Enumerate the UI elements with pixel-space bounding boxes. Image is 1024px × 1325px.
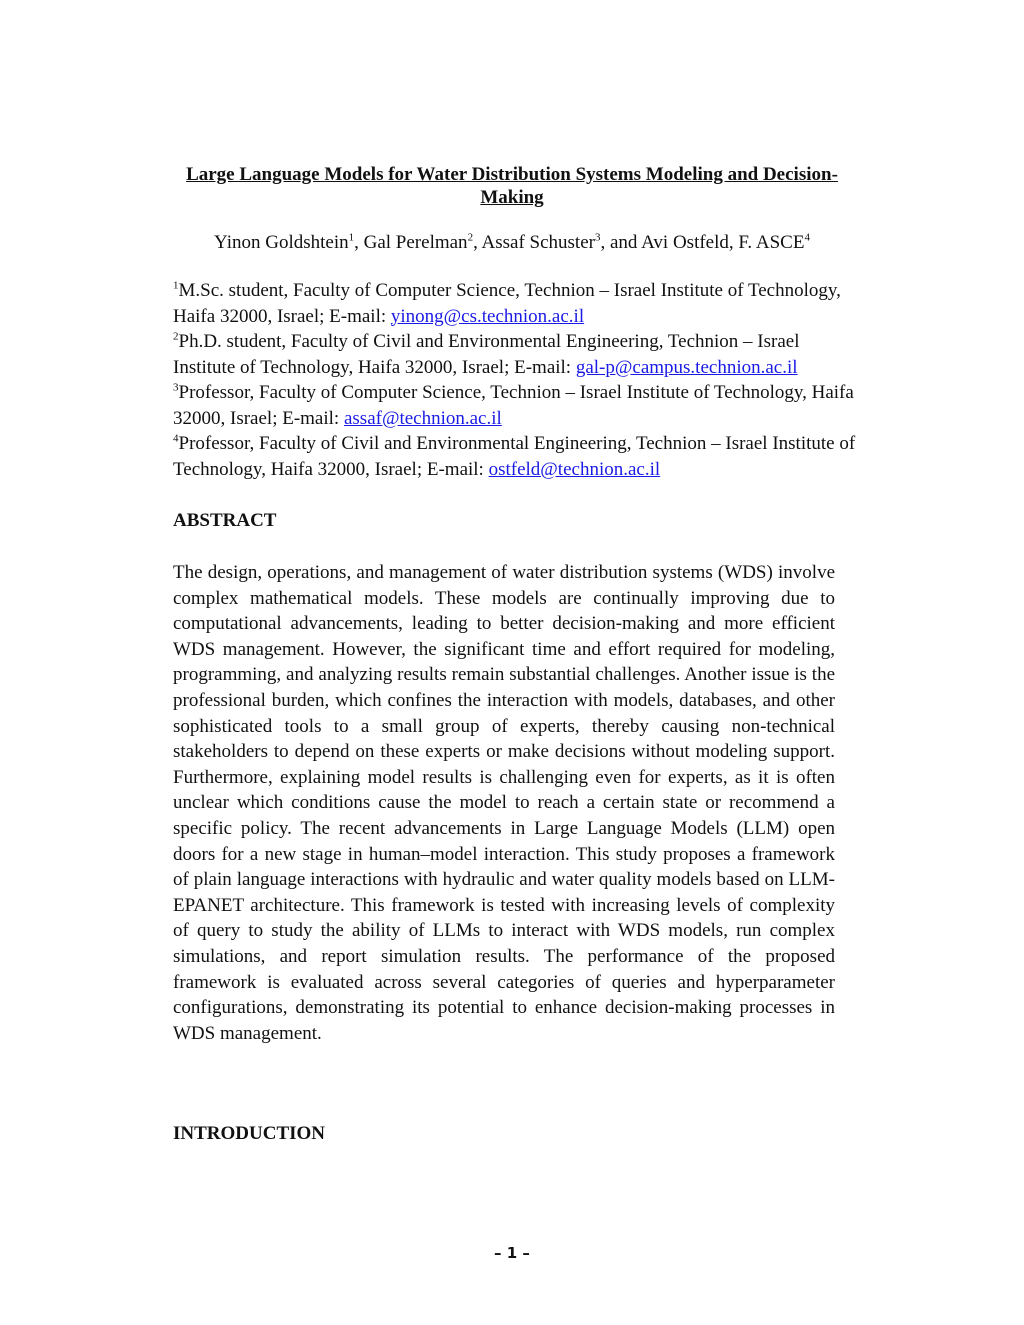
affiliations <box>173 278 863 482</box>
affiliation-mark: 4 <box>173 432 179 445</box>
author-1 <box>214 232 364 253</box>
affiliation-text: Ph.D. student, Faculty of Civil and Environmental Engineering, Technion – Israel Institute of Technology, Haifa 32000, Israel; E-mail: <box>173 331 800 378</box>
affiliation-3 <box>173 380 863 431</box>
affiliation-text: M.Sc. student, Faculty of Computer Science, Technion – Israel Institute of Technology, Haifa 32000, Israel; E-mail: <box>173 280 841 327</box>
introduction-heading: INTRODUCTION <box>173 1123 326 1144</box>
affiliation-4 <box>173 431 863 482</box>
affiliation-mark: 3 <box>173 381 179 394</box>
affiliation-2 <box>173 329 863 380</box>
email-link[interactable]: ostfeld@technion.ac.il <box>488 458 661 480</box>
abstract-heading: ABSTRACT <box>173 510 277 531</box>
author-separator: , <box>473 232 482 253</box>
author-separator: , <box>354 232 364 253</box>
author-affiliation-mark: 1 <box>348 231 355 244</box>
author-2 <box>364 232 482 253</box>
author-affiliation-mark: 3 <box>594 231 601 244</box>
author-affiliation-mark: 2 <box>467 231 474 244</box>
affiliation-text: Professor, Faculty of Computer Science, Technion – Israel Institute of Technology, Haifa 32000, Israel; E-mail: <box>173 382 854 429</box>
affiliation-1 <box>173 278 863 329</box>
abstract-body: The design, operations, and management of water distribution systems (WDS) involve complex mathematical models. These models are continually improving due to computational advancements, leading to better decision-making and more efficient WDS management. However, the significant time and effort required for modeling, programming, and analyzing results remain substantial challenges. Another issue is the professional burden, which confines the interaction with models, databases, and other sophisticated tools to a small group of experts, thereby causing non-technical stakeholders to depend on these experts or make decisions without modeling support. Furthermore, explaining model results is challenging even for experts, as it is often unclear which conditions cause the model to reach a certain state or recommend a specific policy. The recent advancements in Large Language Models (LLM) open doors for a new stage in human–model interaction. This study proposes a framework of plain language interactions with hydraulic and water quality models based on LLM-EPANET architecture. This framework is tested with increasing levels of complexity of query to study the ability of LLMs to interact with WDS models, run complex simulations, and report simulation results. The performance of the proposed framework is evaluated across several categories of queries and hyperparameter configurations, demonstrating its potential to enhance decision-making processes in WDS management. <box>173 562 835 1044</box>
author-name: Yinon Goldshtein <box>214 232 349 253</box>
paper-title: Large Language Models for Water Distribution Systems Modeling and Decision-Making <box>186 164 838 208</box>
email-link[interactable]: gal-p@campus.technion.ac.il <box>575 356 798 378</box>
author-name: Gal Perelman <box>363 232 468 253</box>
author-list <box>160 231 864 255</box>
affiliation-text: Professor, Faculty of Civil and Environmental Engineering, Technion – Israel Institute of Technology, Haifa 32000, Israel; E-mail: <box>173 433 856 480</box>
affiliation-mark: 1 <box>173 279 179 292</box>
affiliation-mark: 2 <box>173 330 179 343</box>
email-link[interactable]: assaf@technion.ac.il <box>343 407 502 429</box>
author-name: Assaf Schuster <box>481 232 595 253</box>
author-affiliation-mark: 4 <box>804 231 810 244</box>
email-link[interactable]: yinong@cs.technion.ac.il <box>390 305 585 327</box>
author-3 <box>482 232 642 253</box>
author-name: Avi Ostfeld, F. ASCE <box>641 232 805 253</box>
page-number: – 1 – <box>494 1244 530 1262</box>
author-separator: , and <box>600 232 642 253</box>
author-4 <box>641 232 810 253</box>
